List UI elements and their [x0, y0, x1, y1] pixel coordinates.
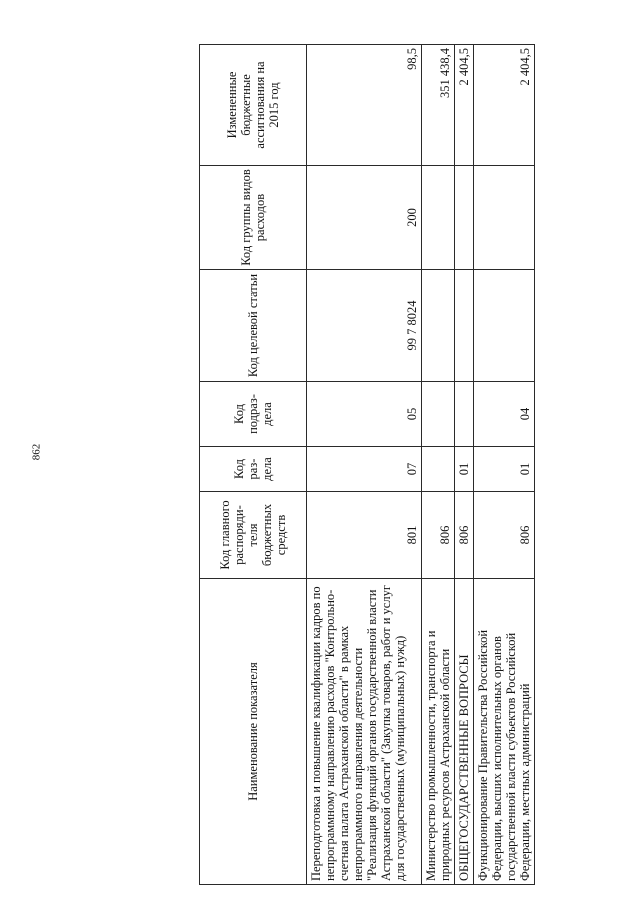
cell-name: Министерство промышленности, транспорта и природных ресурсов Астраханской области [422, 579, 455, 885]
table-row [474, 45, 535, 885]
cell-name: Функционирование Правительства Российской Федерации, высших исполнительных органов государственной власти субъектов Российской Федерации, местных администраций [474, 579, 535, 885]
cell-expense-group-code [455, 166, 474, 270]
cell-expense-group-code [474, 166, 535, 270]
budget-allocation-table [199, 44, 535, 885]
header-name: Наименование показателя [200, 579, 307, 885]
cell-admin-code: 806 [455, 492, 474, 579]
cell-expense-group-code [422, 166, 455, 270]
table-row [307, 45, 422, 885]
cell-admin-code: 801 [307, 492, 422, 579]
cell-amount: 2 404,5 [455, 45, 474, 166]
table-header-row [200, 45, 307, 885]
cell-admin-code: 806 [422, 492, 455, 579]
header-amount: Измененные бюджетные ассигнования на 2015 год [200, 45, 307, 166]
cell-target-code [422, 270, 455, 382]
cell-subsection-code [422, 382, 455, 447]
cell-expense-group-code: 200 [307, 166, 422, 270]
header-expense-group-code: Код группы видов расходов [200, 166, 307, 270]
cell-subsection-code [455, 382, 474, 447]
cell-target-code [474, 270, 535, 382]
cell-amount: 2 404,5 [474, 45, 535, 166]
cell-subsection-code: 04 [474, 382, 535, 447]
cell-name: ОБЩЕГОСУДАРСТВЕННЫЕ ВОПРОСЫ [455, 579, 474, 885]
cell-amount: 351 438,4 [422, 45, 455, 166]
cell-name: Переподготовка и повышение квалификации кадров по непрограммному направлению расходов "Контрольно-счетная палата Астраханской области" в рамках непрограммного направления деятельности "Реализация функций органов государственной власти Астраханской области" (Закупка товаров, работ и услуг для государственных (муниципальных) нужд) [307, 579, 422, 885]
table-row [422, 45, 455, 885]
page-number: 862 [30, 443, 43, 461]
header-section-code: Код раз-дела [200, 447, 307, 492]
header-subsection-code: Код подраз-дела [200, 382, 307, 447]
table-row [455, 45, 474, 885]
header-target-code: Код целевой статьи [200, 270, 307, 382]
cell-section-code [422, 447, 455, 492]
cell-section-code: 01 [474, 447, 535, 492]
cell-section-code: 07 [307, 447, 422, 492]
cell-section-code: 01 [455, 447, 474, 492]
cell-admin-code: 806 [474, 492, 535, 579]
cell-amount: 98,5 [307, 45, 422, 166]
rotated-table-container [199, 45, 532, 885]
cell-target-code [455, 270, 474, 382]
header-admin-code: Код главного распоряди-теля бюджетных средств [200, 492, 307, 579]
cell-subsection-code: 05 [307, 382, 422, 447]
cell-target-code: 99 7 8024 [307, 270, 422, 382]
